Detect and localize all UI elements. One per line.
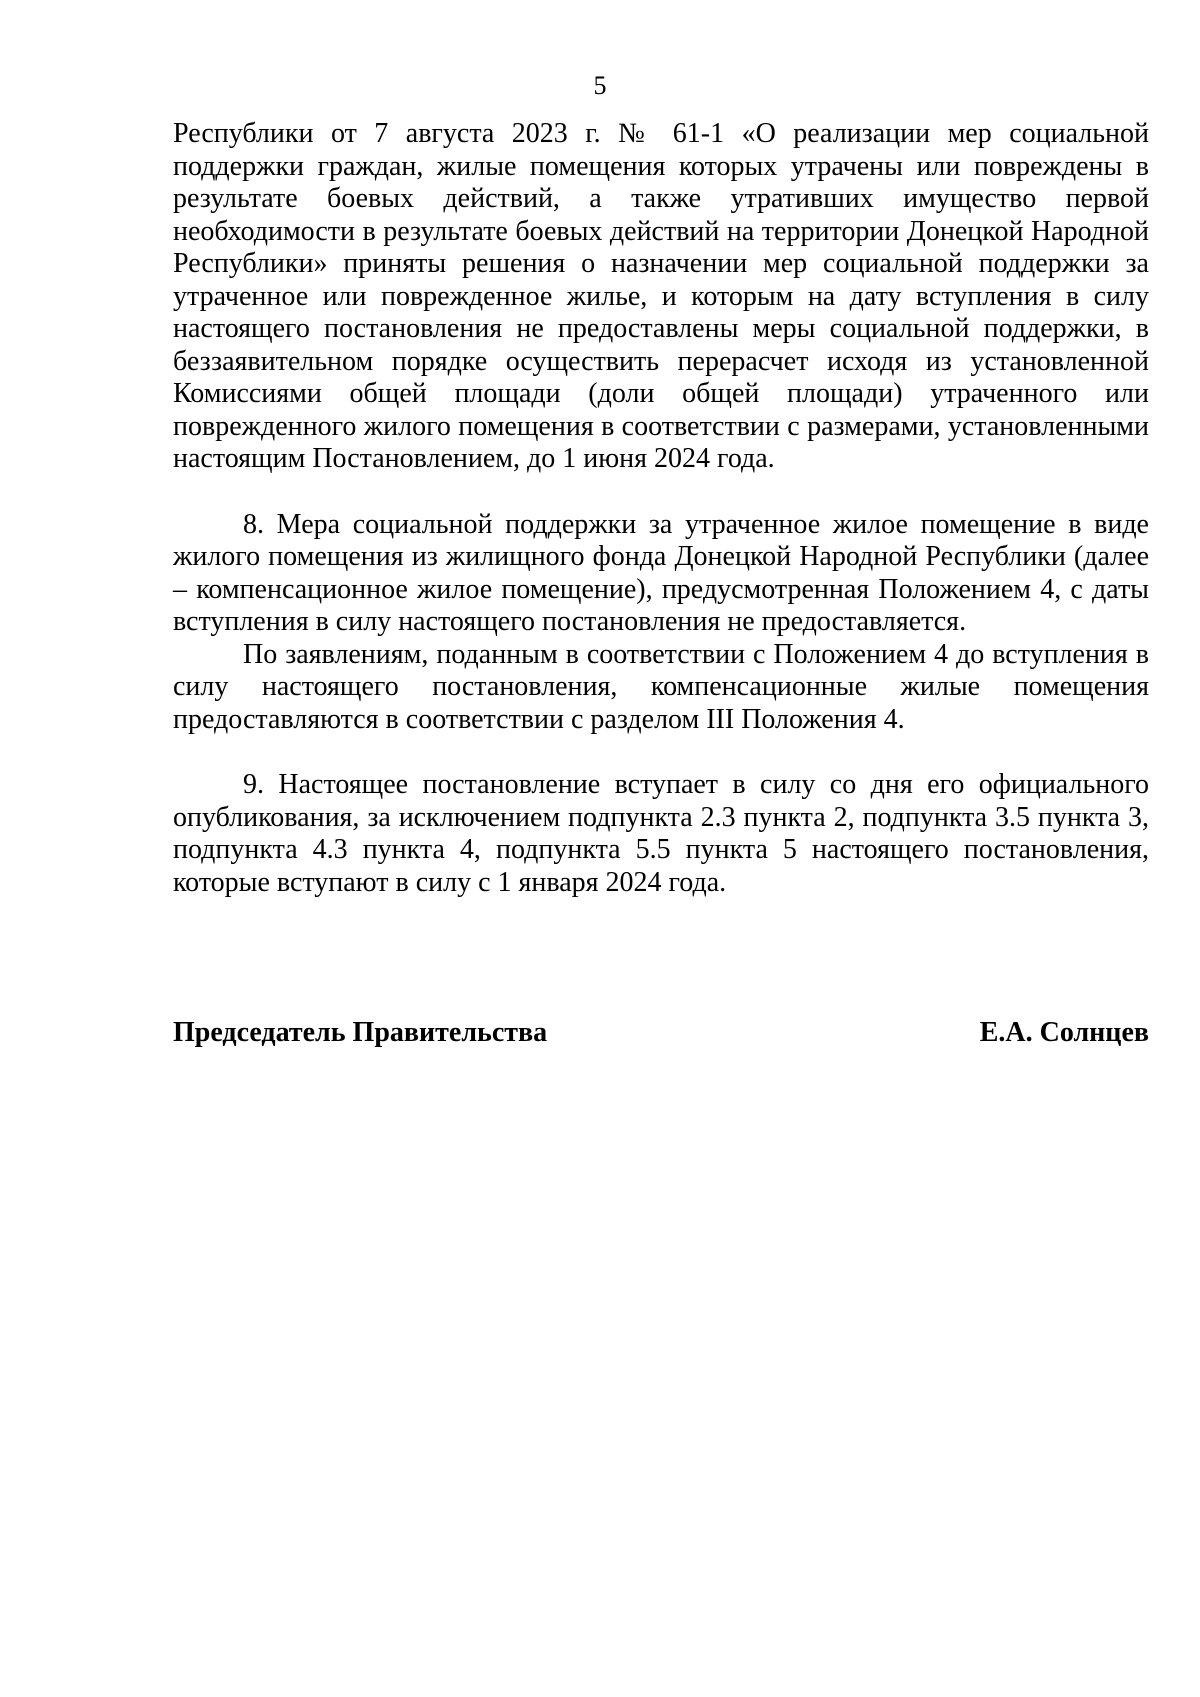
paragraph-continuation: Республики от 7 августа 2023 г. № 61-1 «О реализации мер социальной поддержки граждан, жилые помещения которых утрачены или повреждены в результате боевых действий, а также утративших имущество первой необходимости в результате боевых действий на территории Донецкой Народной Республики» приняты решения о назначении мер социальной поддержки за утраченное или поврежденное жилье, и которым на дату вступления в силу настоящего постановления не предоставлены меры социальной поддержки, в беззаявительном порядке осуществить перерасчет исходя из установленной Комиссиями общей площади (доли общей площади) утраченного или поврежденного жилого помещения в соответствии с размерами, установленными настоящим Постановлением, до 1 июня 2024 года. xyxy=(173,118,1149,474)
paragraph-item-9: 9. Настоящее постановление вступает в силу со дня его официального опубликования, за исключением подпункта 2.3 пункта 2, подпункта 3.5 пункта 3, подпункта 4.3 пункта 4, подпункта 5.5 пункта 5 настоящего постановления, которые вступают в силу с 1 января 2024 года. xyxy=(173,769,1149,898)
signatory-name: Е.А. Солнцев xyxy=(979,1017,1149,1048)
document-body xyxy=(173,118,1149,899)
page-number: 5 xyxy=(593,71,607,100)
signatory-position: Председатель Правительства xyxy=(173,1017,548,1048)
paragraph-item-8-applications: По заявлениям, поданным в соответствии с Положением 4 до вступления в силу настоящего постановления, компенсационные жилые помещения предоставляются в соответствии с разделом III Положения 4. xyxy=(173,638,1149,735)
paragraph-item-8: 8. Мера социальной поддержки за утраченное жилое помещение в виде жилого помещения из жилищного фонда Донецкой Народной Республики (далее – компенсационное жилое помещение), предусмотренная Положением 4, с даты вступления в силу настоящего постановления не предоставляется. xyxy=(173,508,1149,637)
